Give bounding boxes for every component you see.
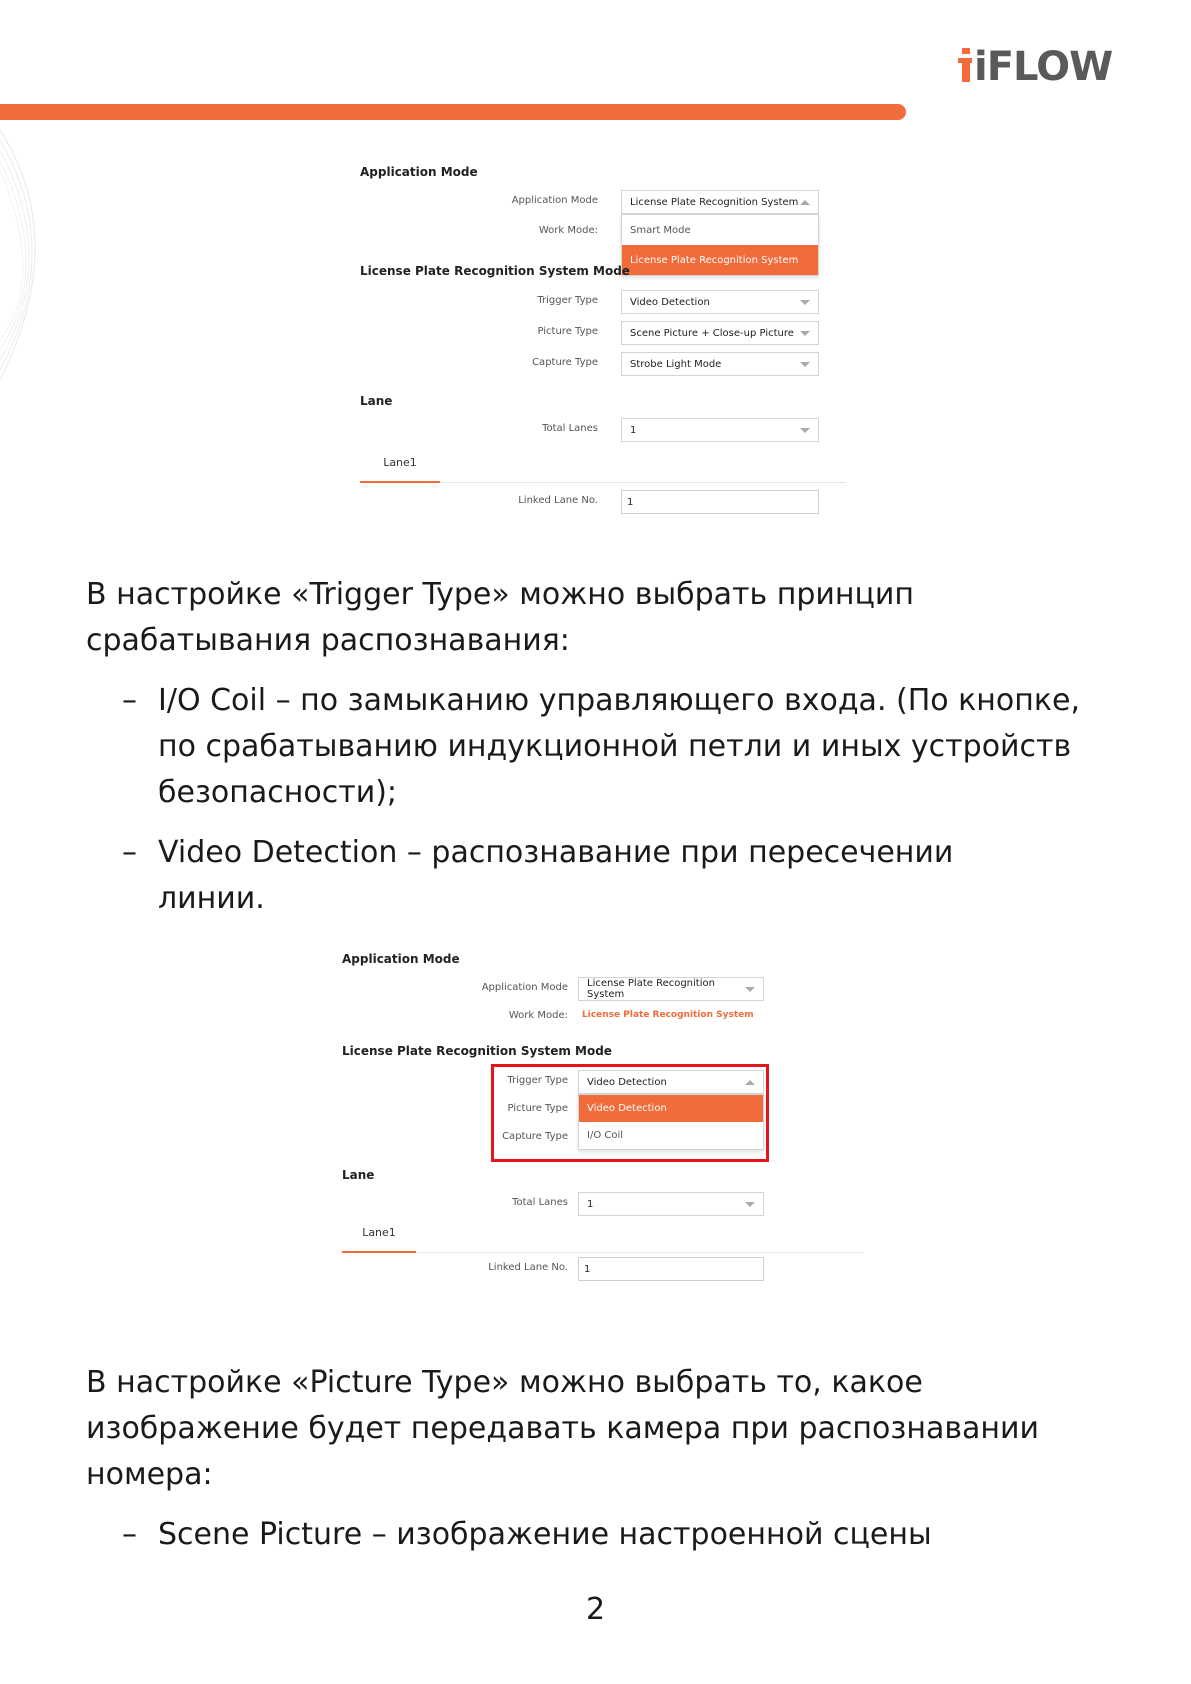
select-picture-type[interactable] — [621, 321, 819, 345]
label-trigger-type: Trigger Type — [537, 295, 598, 306]
section-title-application-mode: Application Mode — [342, 952, 460, 966]
decorative-waves — [0, 120, 60, 420]
paragraph-line: В настройке «Trigger Type» можно выбрать принцип — [86, 577, 915, 612]
section-title-lprs-mode: License Plate Recognition System Mode — [342, 1044, 612, 1058]
linked-lane-input[interactable] — [578, 1257, 764, 1281]
select-capture-type[interactable] — [621, 352, 819, 376]
page-number: 2 — [585, 1592, 606, 1627]
linked-lane-input[interactable] — [621, 490, 819, 514]
label-work-mode: Work Mode: — [538, 225, 598, 236]
list-item — [86, 830, 1126, 922]
chevron-up-icon — [745, 1080, 755, 1085]
application-mode-dropdown — [621, 214, 819, 276]
iflow-logo — [958, 40, 1113, 90]
chevron-up-icon — [800, 200, 810, 205]
select-total-lanes[interactable] — [621, 418, 819, 442]
select-application-mode[interactable] — [578, 977, 764, 1001]
logo-accent-dot — [962, 48, 970, 54]
chevron-down-icon — [800, 362, 810, 367]
select-trigger-type[interactable] — [621, 290, 819, 314]
tab-lane1[interactable]: Lane1 — [383, 456, 417, 469]
label-capture-type: Capture Type — [502, 1131, 568, 1142]
bullet-line: Scene Picture – изображение настроенной сцены — [158, 1517, 932, 1552]
paragraph-line: срабатывания распознавания: — [86, 623, 570, 658]
paragraph-line: В настройке «Picture Type» можно выбрать то, какое — [86, 1365, 923, 1400]
work-mode-value: License Plate Recognition System — [582, 1010, 754, 1020]
label-picture-type: Picture Type — [507, 1103, 568, 1114]
bullet-list-trigger-types — [86, 678, 1126, 922]
list-item — [86, 1512, 1126, 1558]
chevron-down-icon — [800, 331, 810, 336]
section-title-lprs-mode: License Plate Recognition System Mode — [360, 264, 630, 278]
bullet-list-picture-types — [86, 1512, 1126, 1558]
select-application-mode[interactable] — [621, 190, 819, 214]
bullet-dash: – — [122, 683, 137, 718]
section-title-lane: Lane — [360, 394, 393, 408]
select-total-lanes-value: 1 — [587, 1198, 594, 1210]
select-trigger-type-value: Video Detection — [630, 296, 710, 308]
list-item — [86, 678, 1126, 816]
tab-lane1-indicator — [342, 1251, 416, 1253]
chevron-down-icon — [745, 1202, 755, 1207]
label-work-mode: Work Mode: — [508, 1010, 568, 1021]
bullet-line: безопасности); — [158, 775, 398, 810]
dropdown-option-lprs[interactable]: License Plate Recognition System — [622, 245, 818, 275]
trigger-type-dropdown — [578, 1094, 764, 1150]
select-trigger-type-value: Video Detection — [587, 1076, 667, 1088]
select-total-lanes[interactable] — [578, 1192, 764, 1216]
section-title-application-mode: Application Mode — [360, 165, 478, 179]
select-application-mode-value: License Plate Recognition System — [630, 196, 799, 208]
tab-lane1[interactable]: Lane1 — [362, 1226, 396, 1239]
bullet-line: Video Detection – распознавание при пересечении — [158, 835, 954, 870]
bullet-line: I/O Coil – по замыканию управляющего входа. (По кнопке, — [158, 683, 1080, 718]
dropdown-option-video-detection[interactable]: Video Detection — [579, 1095, 763, 1122]
select-application-mode-value: License Plate Recognition System — [587, 978, 715, 1000]
select-picture-type-value: Scene Picture + Close-up Picture — [630, 327, 794, 339]
bullet-line: линии. — [158, 881, 265, 916]
chevron-down-icon — [745, 987, 755, 992]
label-total-lanes: Total Lanes — [512, 1197, 568, 1208]
logo-accent-stem — [962, 58, 970, 82]
label-capture-type: Capture Type — [532, 357, 598, 368]
paragraph-trigger-type — [86, 572, 1116, 664]
bullet-line: по срабатыванию индукционной петли и иных устройств — [158, 729, 1072, 764]
select-capture-type-value: Strobe Light Mode — [630, 358, 722, 370]
linked-lane-input-value: 1 — [627, 496, 634, 508]
label-linked-lane-no: Linked Lane No. — [518, 495, 598, 506]
dropdown-option-smart-mode[interactable]: Smart Mode — [630, 224, 691, 236]
label-total-lanes: Total Lanes — [542, 423, 598, 434]
screenshot-application-mode-2 — [335, 942, 875, 1282]
label-picture-type: Picture Type — [537, 326, 598, 337]
paragraph-line: изображение будет передавать камера при распознавании — [86, 1411, 1039, 1446]
screenshot-application-mode-1 — [350, 150, 850, 530]
logo-text: iFLOW — [974, 44, 1113, 90]
paragraph-line: номера: — [86, 1457, 213, 1492]
tab-bar-baseline — [342, 1252, 864, 1253]
label-trigger-type: Trigger Type — [507, 1075, 568, 1086]
select-trigger-type[interactable] — [578, 1070, 764, 1094]
paragraph-picture-type — [86, 1360, 1126, 1498]
label-application-mode: Application Mode — [481, 982, 568, 993]
chevron-down-icon — [800, 300, 810, 305]
tab-lane1-indicator — [360, 481, 440, 483]
dropdown-option-io-coil[interactable]: I/O Coil — [587, 1130, 624, 1141]
linked-lane-input-value: 1 — [584, 1263, 591, 1275]
chevron-down-icon — [800, 428, 810, 433]
bullet-dash: – — [122, 835, 137, 870]
label-linked-lane-no: Linked Lane No. — [488, 1262, 568, 1273]
section-title-lane: Lane — [342, 1168, 375, 1182]
label-application-mode: Application Mode — [511, 195, 598, 206]
bullet-dash: – — [122, 1517, 137, 1552]
select-total-lanes-value: 1 — [630, 424, 637, 436]
header-accent-bar — [0, 104, 906, 120]
